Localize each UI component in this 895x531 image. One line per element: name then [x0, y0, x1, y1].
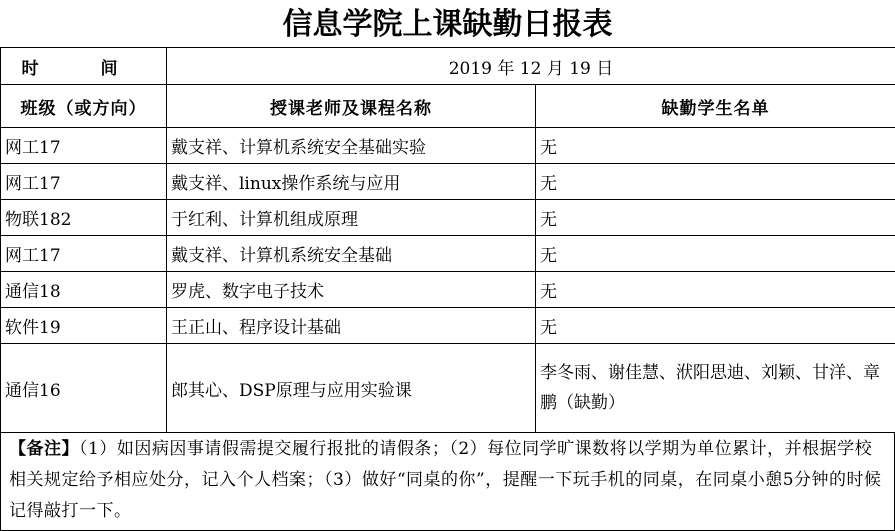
row-absent: 无 [536, 236, 895, 272]
row-teacher-course: 王正山、程序设计基础 [167, 308, 536, 344]
time-row [1, 48, 895, 85]
row-teacher-course: 于红利、计算机组成原理 [167, 200, 536, 236]
row-absent: 李冬雨、谢佳慧、洑阳思迪、刘颖、甘洋、章鹏（缺勤） [536, 344, 895, 433]
row-class: 软件19 [1, 308, 167, 344]
row-absent: 无 [536, 308, 895, 344]
header-absent-students: 缺勤学生名单 [536, 85, 895, 128]
table-row [1, 344, 895, 433]
table-row [1, 308, 895, 344]
remarks-text: （1）如因病因事请假需提交履行报批的请假条；（2）每位同学旷课数将以学期为单位累计，并根据学校相关规定给予相应处分，记入个人档案；（3）做好“同桌的你”，提醒一下玩手机的同桌，在同桌小憩5分钟的时候记得敲打一下。 [9, 439, 882, 521]
time-label: 时 间 [1, 48, 167, 85]
row-class: 网工17 [1, 164, 167, 200]
table-row [1, 128, 895, 164]
row-teacher-course: 戴支祥、计算机系统安全基础 [167, 236, 536, 272]
row-teacher-course: 戴支祥、linux操作系统与应用 [167, 164, 536, 200]
report-title: 信息学院上课缺勤日报表 [282, 7, 613, 42]
row-absent: 无 [536, 128, 895, 164]
attendance-table [0, 47, 895, 433]
header-row [1, 85, 895, 128]
header-teacher-course: 授课老师及课程名称 [167, 85, 536, 128]
table-row [1, 272, 895, 308]
row-class: 物联182 [1, 200, 167, 236]
remarks-label: 【备注】 [9, 439, 79, 459]
table-row [1, 200, 895, 236]
table-row [1, 236, 895, 272]
table-row [1, 164, 895, 200]
row-absent: 无 [536, 272, 895, 308]
row-class: 通信16 [1, 344, 167, 433]
row-class: 通信18 [1, 272, 167, 308]
row-teacher-course: 郎其心、DSP原理与应用实验课 [167, 344, 536, 433]
remarks-note [0, 432, 895, 531]
report-date: 2019 年 12 月 19 日 [167, 48, 895, 85]
header-class: 班级（或方向） [1, 85, 167, 128]
row-absent: 无 [536, 164, 895, 200]
row-teacher-course: 罗虎、数字电子技术 [167, 272, 536, 308]
row-class: 网工17 [1, 128, 167, 164]
row-absent: 无 [536, 200, 895, 236]
row-teacher-course: 戴支祥、计算机系统安全基础实验 [167, 128, 536, 164]
row-class: 网工17 [1, 236, 167, 272]
